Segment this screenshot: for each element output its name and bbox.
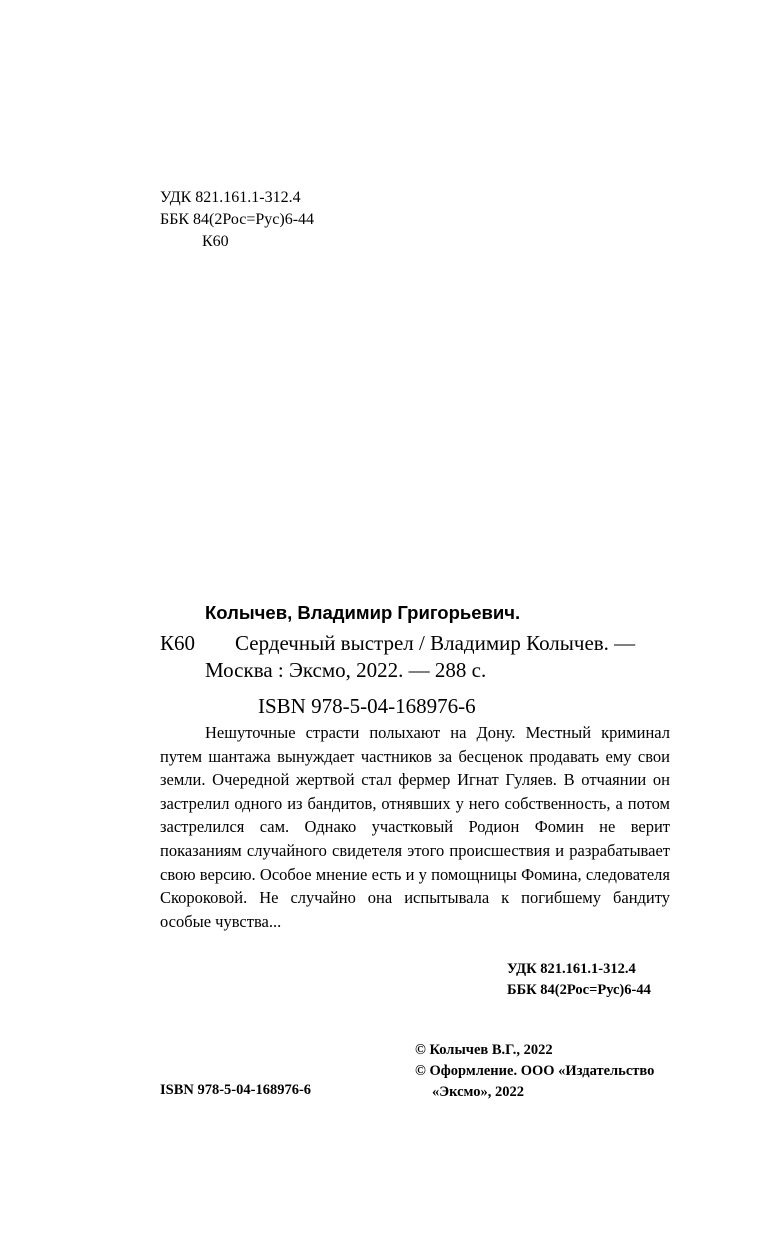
isbn-bottom: ISBN 978-5-04-168976-6 bbox=[160, 1082, 312, 1098]
udk-code: УДК 821.161.1-312.4 bbox=[160, 189, 301, 206]
bbk-code-bold: ББК 84(2Рос=Рус)6-44 bbox=[507, 982, 651, 998]
classification-block bbox=[160, 187, 314, 253]
bbk-code: ББК 84(2Рос=Рус)6-44 bbox=[160, 211, 315, 228]
copyright-block bbox=[415, 1040, 654, 1103]
copyright-design: © Оформление. ООО «Издательство bbox=[415, 1063, 655, 1079]
udk-code-bold: УДК 821.161.1-312.4 bbox=[507, 961, 636, 977]
record-author-mark: К60 bbox=[160, 631, 196, 655]
annotation-text: Нешуточные страсти полыхают на Дону. Местный криминал путем шантажа вынуждает частников за бесценок продавать ему свои земли. Очередной жертвой стал фермер Игнат Гуляев. В отчаянии он застрелил одного из бандитов, отнявших у него собственность, а потом застрелился сам. Однако участковый Родион Фомин не верит показаниям случайного свидетеля этого происшествия и разрабатывает свою версию. Особое мнение есть и у помощницы Фомина, следователя Скороковой. Не случайно она испытывала к погибшему бандиту особые чувства... bbox=[160, 723, 670, 931]
classification-bold-block bbox=[507, 959, 651, 1001]
record-author: Колычев, Владимир Григорьевич. bbox=[205, 602, 521, 623]
copyright-author: © Колычев В.Г., 2022 bbox=[415, 1042, 553, 1058]
record-isbn: ISBN 978-5-04-168976-6 bbox=[258, 694, 476, 718]
copyright-publisher: «Эксмо», 2022 bbox=[432, 1084, 524, 1100]
record-title-line1: Сердечный выстрел / Владимир Колычев. — bbox=[235, 631, 636, 655]
record-title-line2: Москва : Эксмо, 2022. — 288 с. bbox=[205, 658, 487, 682]
author-mark: К60 bbox=[202, 233, 229, 250]
